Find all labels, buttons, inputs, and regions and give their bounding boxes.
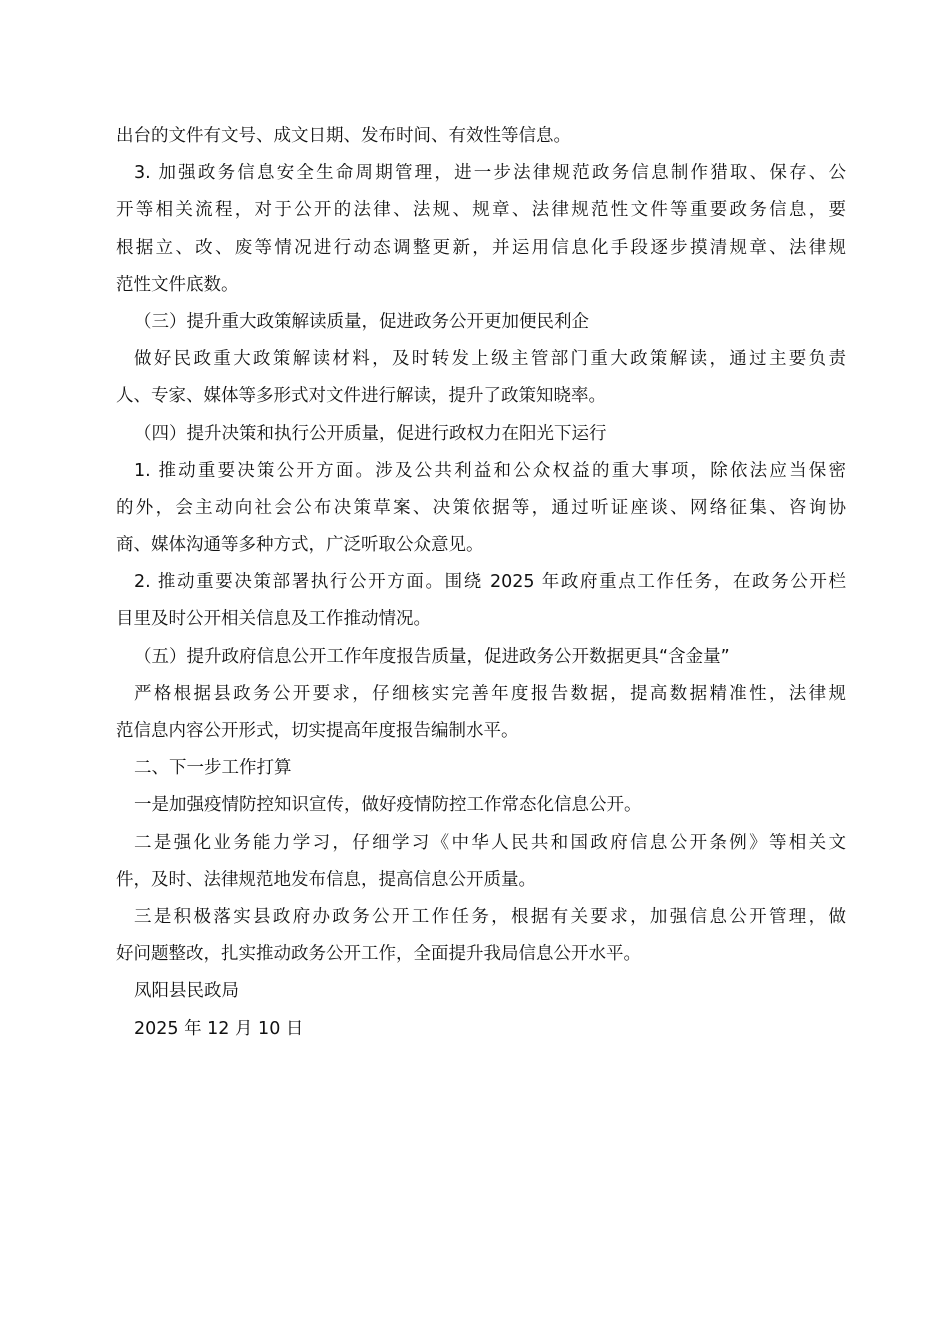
- section-heading: （三）提升重大政策解读质量，促进政务公开更加便民利企: [134, 311, 589, 332]
- paragraph-line: 好问题整改，扎实推动政务公开工作，全面提升我局信息公开水平。: [116, 944, 641, 965]
- paragraph-line: 目里及时公开相关信息及工作推动情况。: [116, 609, 431, 630]
- paragraph-line: 根据立、改、废等情况进行动态调整更新，并运用信息化手段逐步摸清规章、法律规: [116, 237, 846, 258]
- paragraph-line: 件，及时、法律规范地发布信息，提高信息公开质量。: [116, 869, 536, 890]
- paragraph-line: 人、专家、媒体等多形式对文件进行解读，提升了政策知晓率。: [116, 386, 606, 407]
- paragraph-line: 出台的文件有文号、成文日期、发布时间、有效性等信息。: [116, 126, 571, 146]
- paragraph-line: 的外，会主动向社会公布决策草案、决策依据等，通过听证座谈、网络征集、咨询协: [116, 497, 846, 518]
- paragraph-line: 商、媒体沟通等多种方式，广泛听取公众意见。: [116, 535, 484, 556]
- paragraph-line: 范信息内容公开形式，切实提高年度报告编制水平。: [116, 721, 519, 741]
- signature-organization: 凤阳县民政局: [134, 981, 239, 1002]
- paragraph-line: 三是积极落实县政府办政务公开工作任务，根据有关要求，加强信息公开管理，做: [134, 906, 846, 927]
- paragraph-line: 范性文件底数。: [116, 274, 239, 295]
- section-heading: 二、下一步工作打算: [134, 758, 292, 779]
- paragraph-line: 3. 加强政务信息安全生命周期管理，进一步法律规范政务信息制作猎取、保存、公: [134, 163, 846, 184]
- section-heading: （四）提升决策和执行公开质量，促进行政权力在阳光下运行: [134, 423, 607, 444]
- paragraph-line: 二是强化业务能力学习，仔细学习《中华人民共和国政府信息公开条例》等相关文: [134, 832, 846, 853]
- paragraph-line: 1. 推动重要决策公开方面。涉及公共利益和公众权益的重大事项，除依法应当保密: [134, 460, 846, 481]
- paragraph-line: 一是加强疫情防控知识宣传，做好疫情防控工作常态化信息公开。: [134, 795, 642, 816]
- paragraph-line: 开等相关流程，对于公开的法律、法规、规章、法律规范性文件等重要政务信息，要: [116, 200, 846, 221]
- document-body: [116, 118, 846, 1048]
- paragraph-line: 2. 推动重要决策部署执行公开方面。围绕 2025 年政府重点工作任务，在政务公开栏: [134, 572, 846, 593]
- paragraph-line: 做好民政重大政策解读材料，及时转发上级主管部门重大政策解读，通过主要负责: [134, 349, 846, 370]
- section-heading: （五）提升政府信息公开工作年度报告质量，促进政务公开数据更具“含金量”: [134, 646, 730, 667]
- paragraph-line: 严格根据县政务公开要求，仔细核实完善年度报告数据，提高数据精准性，法律规: [134, 683, 846, 704]
- signature-date: 2025 年 12 月 10 日: [134, 1018, 304, 1039]
